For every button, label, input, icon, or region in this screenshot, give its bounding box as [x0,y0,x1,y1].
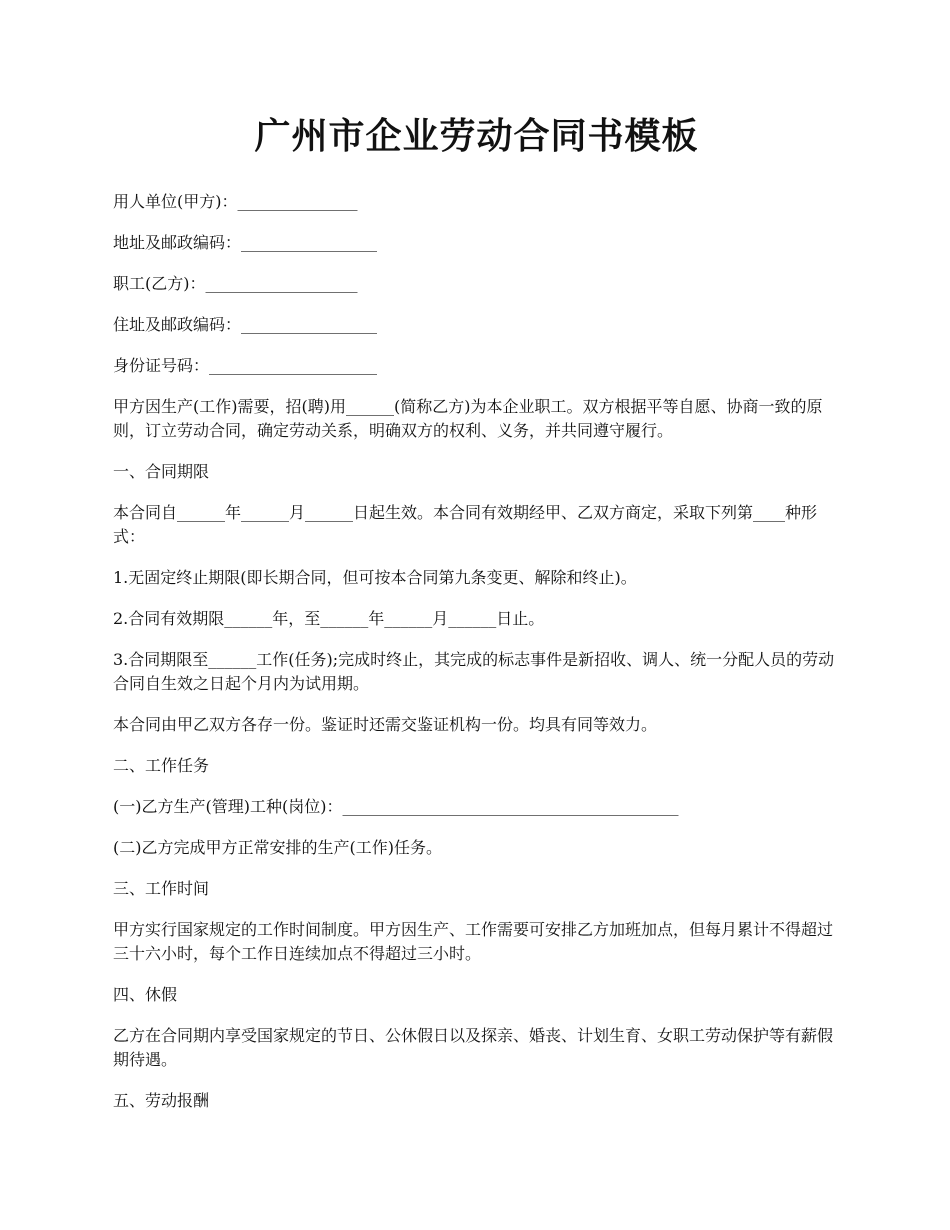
section-heading-work-hours: 三、工作时间 [113,879,210,898]
paragraph-copies: 本合同由甲乙双方各存一份。鉴证时还需交鉴证机构一份。均具有同等效力。 [113,715,658,734]
paragraph-term-option-2: 2.合同有效期限______年，至______年______月______日止。 [113,609,545,628]
paragraph-employee: 职工(乙方)：___________________ [113,274,358,293]
paragraph-preamble: 甲方因生产(工作)需要，招(聘)用______(简称乙方)为本企业职工。双方根据平等自愿、协商一致的原则，订立劳动合同，确定劳动关系，明确双方的权利、义务，并共同遵守履行。 [113,397,823,440]
section-heading-remuneration: 五、劳动报酬 [113,1091,210,1110]
section-heading-work-tasks: 二、工作任务 [113,756,210,775]
paragraph-employer-address: 地址及邮政编码：_________________ [113,233,378,252]
paragraph-id-number: 身份证号码：_____________________ [113,356,378,375]
paragraph-work-completion: (二)乙方完成甲方正常安排的生产(工作)任务。 [113,838,442,857]
paragraph-work-hours: 甲方实行国家规定的工作时间制度。甲方因生产、工作需要可安排乙方加班加点，但每月累计不得超过三十六小时，每个工作日连续加点不得超过三小时。 [113,920,834,963]
paragraph-leave: 乙方在合同期内享受国家规定的节日、公休假日以及探亲、婚丧、计划生育、女职工劳动保护等有薪假期待遇。 [113,1026,834,1069]
paragraph-work-position: (一)乙方生产(管理)工种(岗位)：__________________________________________ [113,797,679,816]
paragraph-employer: 用人单位(甲方)：_______________ [113,192,358,211]
section-heading-contract-term: 一、合同期限 [113,462,210,481]
paragraph-term-option-3: 3.合同期限至______工作(任务);完成时终止，其完成的标志事件是新招收、调人、统一分配人员的劳动合同自生效之日起个月内为试用期。 [113,650,835,693]
paragraph-effective-date: 本合同自______年______月______日起生效。本合同有效期经甲、乙双方商定，采取下列第____种形式： [113,503,818,546]
document-title: 广州市企业劳动合同书模板 [254,116,699,157]
paragraph-employee-address: 住址及邮政编码：_________________ [113,315,378,334]
paragraph-term-option-1: 1.无固定终止期限(即长期合同，但可按本合同第九条变更、解除和终止)。 [113,568,637,587]
section-heading-leave: 四、休假 [113,985,178,1004]
